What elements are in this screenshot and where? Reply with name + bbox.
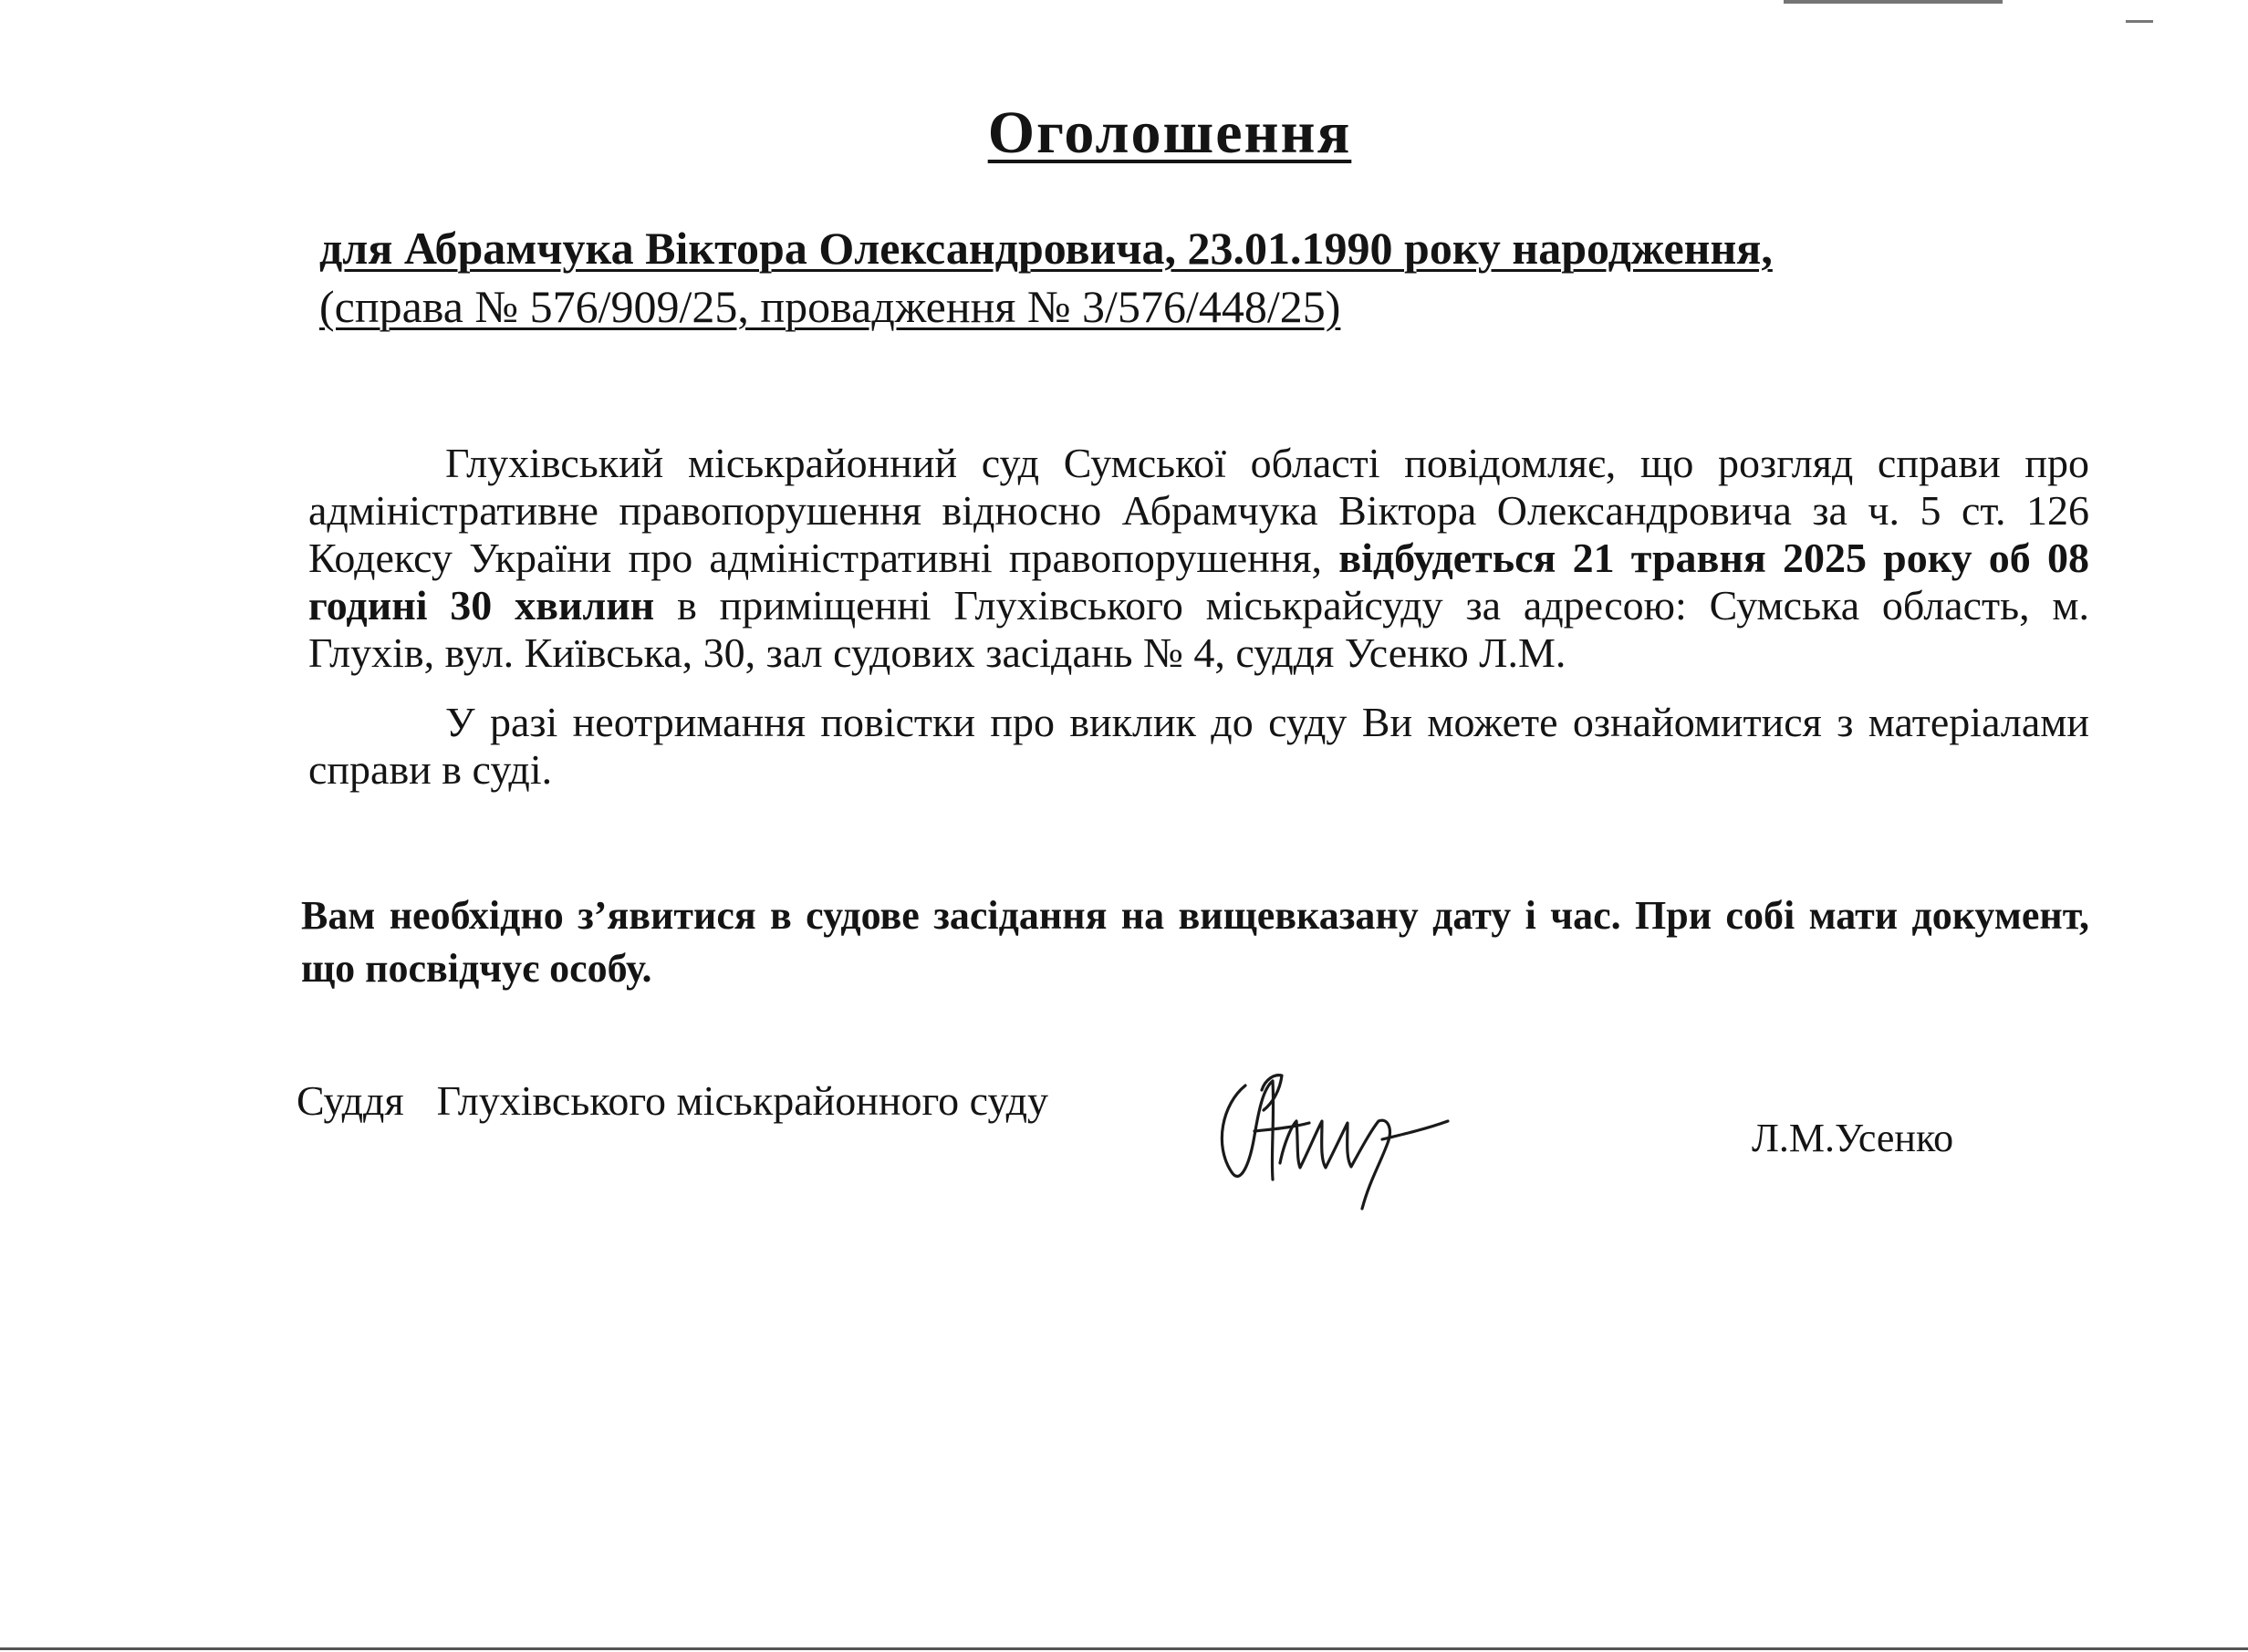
signature-label (297, 1076, 1048, 1125)
addressee-block (319, 219, 2053, 336)
scan-artifact-top (1784, 0, 2003, 13)
scan-artifact-dash (2126, 20, 2153, 23)
signature-role: Суддя (297, 1077, 404, 1124)
notice-body (308, 440, 2089, 816)
signature-court: Глухівського міськрайонного суду (436, 1077, 1049, 1124)
paragraph-hearing-part1: Глухівський міськрайонний суд Сумської області повідомляє, що розгляд справи про адміністративне правопорушення відносно Абрамчука Віктора Олександровича за ч. 5 ст. 126 Кодексу України про адміністративні правопорушення, (308, 440, 2089, 581)
paragraph-hearing-part2: в приміщенні Глухівського міськрайсуду за адресою: Сумська область, м. Глухів, вул. Київська, 30, зал судових засідань № 4, суддя Усенко Л.М. (308, 582, 2089, 676)
title-text: Оголошення (987, 99, 1352, 166)
scan-artifact-bottom (0, 1647, 2248, 1650)
handwritten-signature (1209, 1063, 1519, 1218)
page-title (0, 99, 2248, 168)
paragraph-materials: У разі неотримання повістки про виклик до суду Ви можете ознайомитися з матеріалами справи в суді. (308, 699, 2089, 793)
signature-block (297, 1076, 2030, 1241)
judge-name: Л.М.Усенко (1752, 1116, 1954, 1160)
addressee-line: для Абрамчука Віктора Олександровича, 23.01.1990 року народження, (319, 223, 1773, 274)
paragraph-hearing (308, 440, 2089, 677)
case-number-line: (справа № 576/909/25, провадження № 3/576/448/25) (319, 281, 1341, 332)
hearing-date-bold: відбудеться 21 травня 2025 року об 08 годині 30 хвилин (308, 535, 2089, 629)
important-notice: Вам необхідно з’явитися в судове засідання на вищевказану дату і час. При собі мати документ, що посвідчує особу. (301, 893, 2089, 991)
